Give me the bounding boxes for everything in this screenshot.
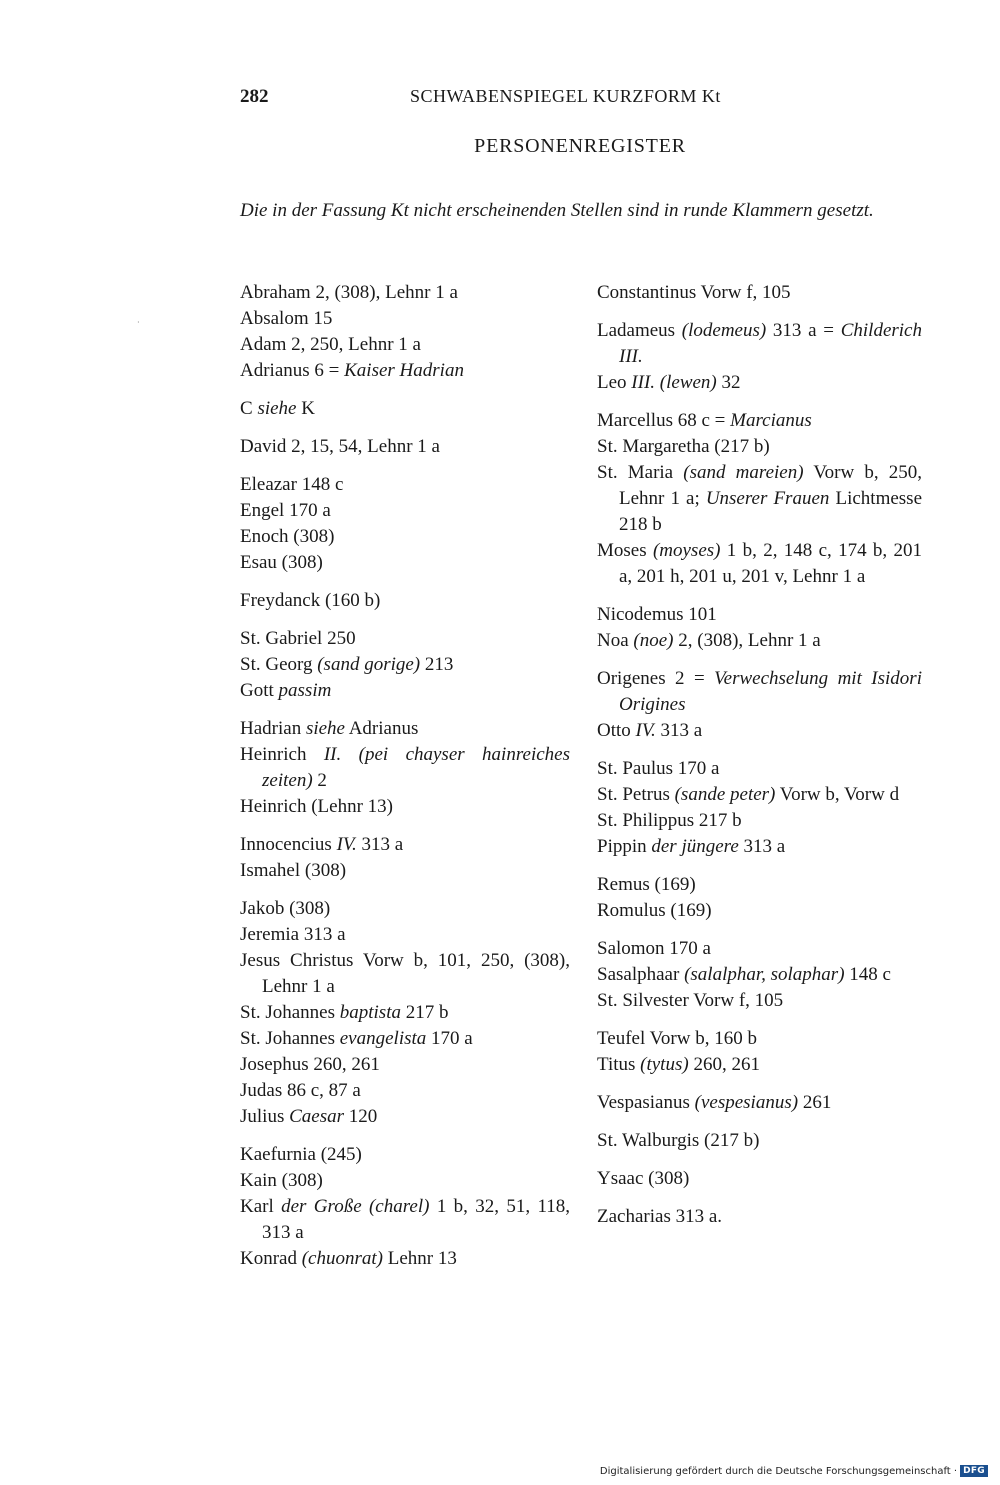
entry-text: St. Philippus 217 b <box>597 810 742 831</box>
entry-italic-text: (sand mareien) <box>683 462 804 483</box>
entry-text: Konrad <box>240 1248 302 1269</box>
entry-text: K <box>296 398 315 419</box>
entry-text: St. Gabriel 250 <box>240 628 356 649</box>
register-entry <box>240 434 570 460</box>
register-entry <box>597 602 922 628</box>
entry-text: Julius <box>240 1106 290 1127</box>
register-entry <box>597 808 922 834</box>
register-letter-group <box>240 626 570 704</box>
entry-text: St. Georg <box>240 654 318 675</box>
register-letter-group <box>597 1090 922 1116</box>
entry-italic-text: (sande peter) <box>674 784 776 805</box>
register-letter-group <box>597 1128 922 1154</box>
register-letter-group <box>597 872 922 924</box>
register-entry <box>240 498 570 524</box>
register-entry <box>240 396 570 422</box>
entry-text: Vorw b, 250, Lehnr 1 a; <box>619 462 922 509</box>
register-entry <box>240 1142 570 1168</box>
footer-credit-text: Digitalisierung gefördert durch die Deutsche Forschungsgemeinschaft · <box>599 1465 958 1477</box>
register-entry <box>240 1104 570 1130</box>
entry-text: 213 <box>420 654 454 675</box>
entry-text: 170 a <box>426 1028 473 1049</box>
entry-text: St. Johannes <box>240 1028 340 1049</box>
register-entry <box>597 1166 922 1192</box>
register-entry <box>240 1078 570 1104</box>
register-entry <box>597 782 922 808</box>
entry-text: Otto <box>597 720 636 741</box>
entry-text: Romulus (169) <box>597 900 712 921</box>
register-letter-group <box>240 396 570 422</box>
entry-italic-text: Verwechselung mit Isidori Origines <box>619 668 922 715</box>
entry-italic-text: der Große (charel) <box>281 1196 430 1217</box>
entry-italic-text: (chuonrat) <box>301 1248 383 1269</box>
entry-text: 2, (308), Lehnr 1 a <box>673 630 821 651</box>
register-entry <box>597 434 922 460</box>
register-entry <box>597 538 922 590</box>
entry-italic-text: passim <box>278 680 332 701</box>
entry-text: Absalom 15 <box>240 308 333 329</box>
register-entry <box>240 550 570 576</box>
entry-text: Adrianus <box>345 718 419 739</box>
register-entry <box>240 794 570 820</box>
register-entry <box>240 524 570 550</box>
entry-text: Teufel Vorw b, 160 b <box>597 1028 757 1049</box>
register-entry <box>240 832 570 858</box>
entry-text: Engel 170 a <box>240 500 331 521</box>
entry-italic-text: siehe <box>257 398 297 419</box>
entry-text: Moses <box>597 540 653 561</box>
register-letter-group <box>597 408 922 590</box>
register-entry <box>597 936 922 962</box>
intro-note: Die in der Fassung Kt nicht erscheinenden Stellen sind in runde Klammern gesetzt. <box>240 200 874 221</box>
entry-text: Heinrich <box>240 744 324 765</box>
entry-italic-text: (lodemeus) <box>681 320 767 341</box>
entry-italic-text: Unserer Frauen <box>705 488 830 509</box>
register-entry <box>597 1052 922 1078</box>
entry-text: Kain (308) <box>240 1170 323 1191</box>
entry-text: Pippin <box>597 836 652 857</box>
register-column-left <box>240 280 570 1284</box>
register-letter-group <box>597 666 922 744</box>
register-entry <box>240 1052 570 1078</box>
register-letter-group <box>240 832 570 884</box>
register-entry <box>597 1204 922 1230</box>
entry-text: Jeremia 313 a <box>240 924 346 945</box>
register-entry <box>597 988 922 1014</box>
entry-text: Ladameus <box>597 320 682 341</box>
entry-italic-text: Marcianus <box>730 410 812 431</box>
entry-italic-text: (moyses) <box>652 540 721 561</box>
register-entry <box>597 872 922 898</box>
register-entry <box>597 1026 922 1052</box>
entry-text: Lichtmesse 218 b <box>619 488 922 535</box>
section-title: PERSONENREGISTER <box>474 135 686 157</box>
register-entry <box>597 666 922 718</box>
register-entry <box>240 280 570 306</box>
entry-text: 1 b, 32, 51, 118, 313 a <box>262 1196 570 1243</box>
register-entry <box>597 1090 922 1116</box>
register-entry <box>597 962 922 988</box>
register-letter-group <box>240 434 570 460</box>
entry-text: St. Paulus 170 a <box>597 758 720 779</box>
register-letter-group <box>597 756 922 860</box>
register-entry <box>597 756 922 782</box>
register-entry <box>240 588 570 614</box>
entry-text: Ismahel (308) <box>240 860 347 881</box>
entry-text: Leo <box>597 372 632 393</box>
entry-italic-text: IV. <box>635 720 656 741</box>
entry-italic-text: (salalphar, solaphar) <box>684 964 845 985</box>
register-letter-group <box>597 1204 922 1230</box>
entry-text: Gott <box>240 680 279 701</box>
register-entry <box>240 332 570 358</box>
entry-italic-text: (sand gorige) <box>317 654 421 675</box>
entry-text: Freydanck (160 b) <box>240 590 381 611</box>
entry-text: Lehnr 13 <box>383 1248 457 1269</box>
running-head: SCHWABENSPIEGEL KURZFORM Kt <box>410 86 721 106</box>
entry-text: Innocencius <box>240 834 337 855</box>
entry-text: Esau (308) <box>240 552 323 573</box>
register-entry <box>240 626 570 652</box>
footer-credit <box>600 1465 988 1477</box>
register-entry <box>240 1000 570 1026</box>
entry-text: 217 b <box>400 1002 449 1023</box>
register-entry <box>240 858 570 884</box>
entry-text: St. Silvester Vorw f, 105 <box>597 990 784 1011</box>
entry-text: Eleazar 148 c <box>240 474 344 495</box>
entry-text: St. Maria <box>597 462 684 483</box>
page-number: 282 <box>240 86 269 107</box>
entry-text: Marcellus 68 c = <box>597 410 731 431</box>
register-letter-group <box>240 716 570 820</box>
dfg-logo: DFG <box>960 1465 988 1477</box>
entry-text: 1 b, 2, 148 c, 174 b, 201 a, 201 h, 201 u, 201 v, Lehnr 1 a <box>619 540 923 587</box>
entry-text: Zacharias 313 a. <box>597 1206 723 1227</box>
register-entry <box>597 1128 922 1154</box>
entry-italic-text: II. (pei chayser hainreiches zeiten) <box>262 744 570 791</box>
register-entry <box>597 718 922 744</box>
register-entry <box>597 280 922 306</box>
entry-text: Judas 86 c, 87 a <box>240 1080 361 1101</box>
entry-text: Nicodemus 101 <box>597 604 717 625</box>
register-entry <box>597 460 922 538</box>
register-entry <box>240 922 570 948</box>
register-letter-group <box>240 280 570 384</box>
register-entry <box>240 472 570 498</box>
entry-italic-text: evangelista <box>339 1028 427 1049</box>
entry-text: Kaefurnia (245) <box>240 1144 362 1165</box>
entry-text: Sasalphaar <box>597 964 685 985</box>
register-letter-group <box>597 1166 922 1192</box>
entry-text: Jakob (308) <box>240 898 331 919</box>
entry-italic-text: baptista <box>339 1002 401 1023</box>
entry-text: Enoch (308) <box>240 526 335 547</box>
register-entry <box>240 678 570 704</box>
entry-text: Constantinus Vorw f, 105 <box>597 282 791 303</box>
entry-italic-text: (noe) <box>633 630 674 651</box>
speck-mark: · <box>137 318 140 327</box>
entry-text: Adam 2, 250, Lehnr 1 a <box>240 334 421 355</box>
entry-italic-text: Childerich III. <box>619 320 922 367</box>
entry-italic-text: (vespesianus) <box>694 1092 799 1113</box>
entry-text: Josephus 260, 261 <box>240 1054 380 1075</box>
register-entry <box>597 628 922 654</box>
entry-text: Heinrich (Lehnr 13) <box>240 796 393 817</box>
entry-text: 313 a <box>655 720 703 741</box>
entry-text: St. Margaretha (217 b) <box>597 436 770 457</box>
register-entry <box>240 1026 570 1052</box>
entry-text: Titus <box>597 1054 641 1075</box>
entry-italic-text: Caesar <box>289 1106 345 1127</box>
register-letter-group <box>597 1026 922 1078</box>
entry-text: St. Walburgis (217 b) <box>597 1130 760 1151</box>
register-entry <box>240 1194 570 1246</box>
entry-text: Noa <box>597 630 634 651</box>
entry-italic-text: siehe <box>305 718 345 739</box>
entry-text: Salomon 170 a <box>597 938 711 959</box>
entry-text: 32 <box>716 372 741 393</box>
register-letter-group <box>240 896 570 1130</box>
entry-text: Remus (169) <box>597 874 696 895</box>
register-entry <box>597 898 922 924</box>
entry-text: St. Johannes <box>240 1002 340 1023</box>
register-letter-group <box>597 936 922 1014</box>
register-entry <box>597 370 922 396</box>
entry-text: Origenes 2 = <box>597 668 715 689</box>
entry-text: C <box>240 398 258 419</box>
register-entry <box>240 1246 570 1272</box>
register-column-right <box>597 280 922 1242</box>
register-letter-group <box>240 1142 570 1272</box>
register-letter-group <box>597 602 922 654</box>
register-entry <box>240 716 570 742</box>
entry-italic-text: der jüngere <box>651 836 739 857</box>
entry-text: 260, 261 <box>688 1054 760 1075</box>
register-entry <box>240 896 570 922</box>
entry-italic-text: IV. <box>336 834 357 855</box>
entry-italic-text: (tytus) <box>640 1054 689 1075</box>
register-entry <box>240 652 570 678</box>
entry-text: Abraham 2, (308), Lehnr 1 a <box>240 282 458 303</box>
entry-text: 313 a <box>356 834 404 855</box>
register-entry <box>597 408 922 434</box>
entry-text: Jesus Christus Vorw b, 101, 250, (308), Lehnr 1 a <box>240 950 570 997</box>
entry-text: Vorw b, Vorw d <box>775 784 900 805</box>
entry-text: 120 <box>344 1106 378 1127</box>
entry-text: 261 <box>798 1092 832 1113</box>
entry-italic-text: Kaiser Hadrian <box>344 360 464 381</box>
entry-text: 313 a = <box>766 320 841 341</box>
register-entry <box>240 948 570 1000</box>
entry-text: St. Petrus <box>597 784 675 805</box>
register-entry <box>240 742 570 794</box>
register-entry <box>240 358 570 384</box>
entry-text: 2 <box>312 770 327 791</box>
register-entry <box>240 306 570 332</box>
entry-text: 148 c <box>844 964 891 985</box>
entry-text: Hadrian <box>240 718 306 739</box>
register-entry <box>597 318 922 370</box>
register-letter-group <box>240 588 570 614</box>
register-letter-group <box>597 318 922 396</box>
entry-text: David 2, 15, 54, Lehnr 1 a <box>240 436 440 457</box>
entry-text: Vespasianus <box>597 1092 695 1113</box>
register-entry <box>240 1168 570 1194</box>
entry-text: Adrianus 6 = <box>240 360 345 381</box>
register-letter-group <box>597 280 922 306</box>
register-letter-group <box>240 472 570 576</box>
entry-text: Karl <box>240 1196 282 1217</box>
entry-text: Ysaac (308) <box>597 1168 690 1189</box>
register-entry <box>597 834 922 860</box>
entry-italic-text: III. (lewen) <box>631 372 717 393</box>
entry-text: 313 a <box>738 836 786 857</box>
